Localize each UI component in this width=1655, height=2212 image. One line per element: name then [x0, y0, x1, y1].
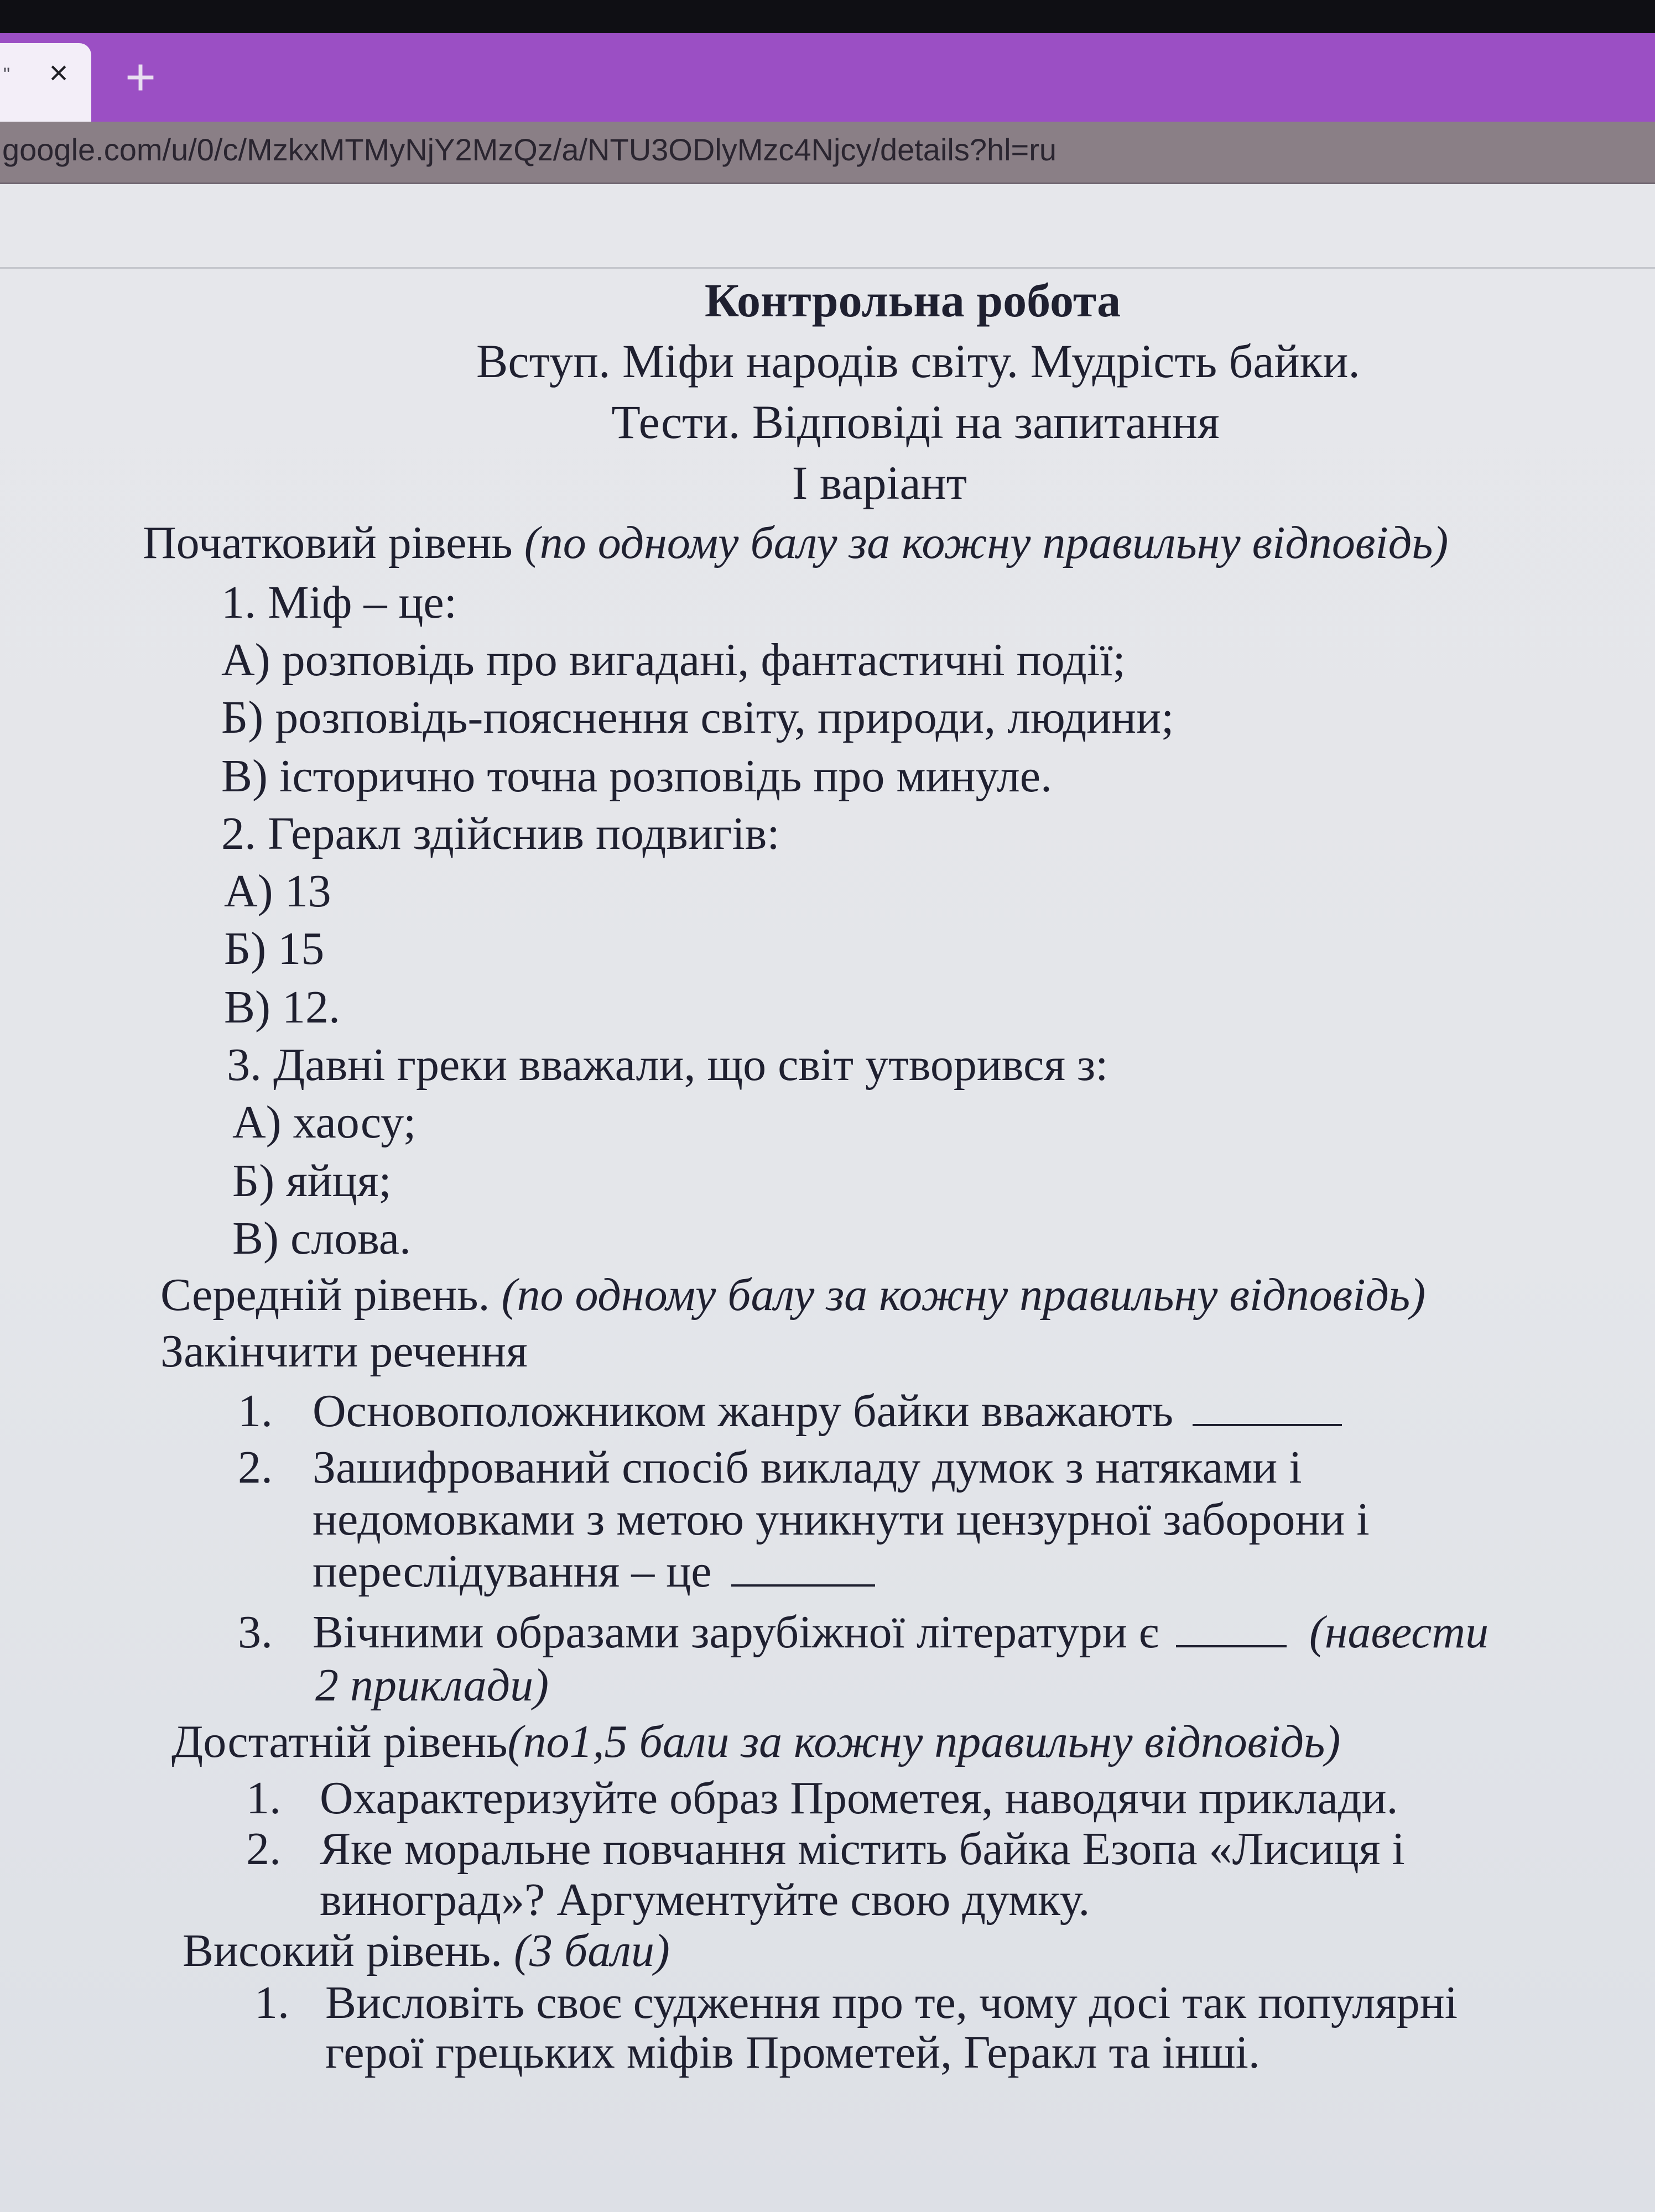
- sentence-3-note-line-1: (навести: [1309, 1606, 1489, 1658]
- address-bar[interactable]: [0, 122, 1655, 184]
- sentence-3: [313, 1605, 1489, 1659]
- sufficient-question-1: Охарактеризуйте образ Прометея, наводячи приклади.: [320, 1772, 1398, 1824]
- question-2-option-c: В) 12.: [224, 982, 340, 1033]
- high-level-note: (3 бали): [514, 1925, 670, 1976]
- sufficient-question-2-number: 2.: [246, 1823, 281, 1875]
- question-3: 3. Давні греки вважали, що світ утворився з:: [227, 1039, 1108, 1091]
- question-2: 2. Геракл здійснив подвигів:: [221, 808, 780, 859]
- browser-tab[interactable]: [0, 43, 91, 122]
- question-2-option-a: А) 13: [224, 865, 331, 917]
- question-1: 1. Міф – це:: [221, 577, 457, 628]
- sufficient-level-note: (по1,5 бали за кожну правильну відповідь): [507, 1716, 1341, 1767]
- doc-subtitle-format: Тести. Відповіді на запитання: [611, 395, 1220, 448]
- high-question-1-line-1: Висловіть своє судження про те, чому досі так популярні: [325, 1977, 1458, 2028]
- sentence-1: [313, 1384, 1342, 1438]
- tab-title: ": [3, 64, 11, 85]
- doc-subtitle-topics: Вступ. Міфи народів світу. Мудрість байки.: [476, 335, 1360, 388]
- question-2-option-b: Б) 15: [224, 923, 325, 974]
- tab-strip: [0, 33, 1655, 122]
- sufficient-level-heading: [171, 1715, 1340, 1768]
- sentence-3-text: Вічними образами зарубіжної літератури є: [313, 1606, 1159, 1658]
- sentence-1-blank: [1193, 1418, 1342, 1426]
- high-level-title: Високий рівень.: [183, 1925, 514, 1976]
- sentence-2-line-3-text: переслідування – це: [313, 1546, 712, 1597]
- sentence-3-blank: [1176, 1640, 1287, 1647]
- question-1-option-b: Б) розповідь-пояснення світу, природи, людини;: [221, 692, 1174, 743]
- sentence-2-number: 2.: [238, 1442, 273, 1493]
- question-1-option-c: В) історично точна розповідь про минуле.: [221, 750, 1052, 802]
- question-3-option-b: Б) яйця;: [232, 1155, 392, 1207]
- doc-title: Контрольна робота: [704, 274, 1121, 327]
- sentence-1-number: 1.: [238, 1385, 273, 1437]
- sentence-2-line-2: недомовками з метою уникнути цензурної заборони і: [313, 1494, 1370, 1545]
- sufficient-question-1-number: 1.: [246, 1772, 281, 1824]
- question-3-option-a: А) хаосу;: [232, 1097, 417, 1148]
- page-content: [0, 184, 1655, 2212]
- initial-level-heading: [143, 516, 1448, 570]
- middle-level-note: (по одному балу за кожну правильну відповідь): [501, 1269, 1426, 1321]
- high-level-heading: [183, 1924, 670, 1978]
- sentence-2-blank: [731, 1579, 875, 1587]
- middle-level-task: Закінчити речення: [160, 1326, 528, 1377]
- initial-level-title: Початковий рівень: [143, 517, 524, 568]
- close-tab-icon[interactable]: ×: [49, 54, 69, 91]
- sufficient-question-2-line-1: Яке моральне повчання містить байка Езопа «Лисиця і: [320, 1823, 1405, 1875]
- sentence-1-text: Основоположником жанру байки вважають: [313, 1385, 1174, 1437]
- middle-level-heading: [160, 1268, 1425, 1322]
- doc-variant: І варіант: [792, 456, 967, 509]
- test-document: [0, 184, 1655, 2212]
- new-tab-button[interactable]: +: [124, 48, 157, 107]
- sentence-3-number: 3.: [238, 1606, 273, 1658]
- sufficient-level-title: Достатній рівень: [171, 1716, 508, 1767]
- question-1-option-a: А) розповідь про вигадані, фантастичні події;: [221, 634, 1126, 686]
- window-top-bar: [0, 0, 1655, 33]
- high-question-1-number: 1.: [254, 1977, 289, 2028]
- question-3-option-c: В) слова.: [232, 1213, 412, 1264]
- sentence-3-note-line-2: 2 приклади): [315, 1660, 549, 1711]
- high-question-1-line-2: герої грецьких міфів Прометей, Геракл та інші.: [325, 2027, 1260, 2078]
- sufficient-question-2-line-2: виноград»? Аргументуйте свою думку.: [320, 1874, 1090, 1926]
- sentence-2-line-3: [313, 1545, 875, 1598]
- initial-level-note: (по одному балу за кожну правильну відповідь): [524, 517, 1449, 568]
- sentence-2-line-1: Зашифрований спосіб викладу думок з натяками і: [313, 1442, 1302, 1493]
- url-text[interactable]: google.com/u/0/c/MzkxMTMyNjY2MzQz/a/NTU3ODlyMzc4Njcy/details?hl=ru: [2, 132, 1057, 167]
- middle-level-title: Середній рівень.: [160, 1269, 502, 1321]
